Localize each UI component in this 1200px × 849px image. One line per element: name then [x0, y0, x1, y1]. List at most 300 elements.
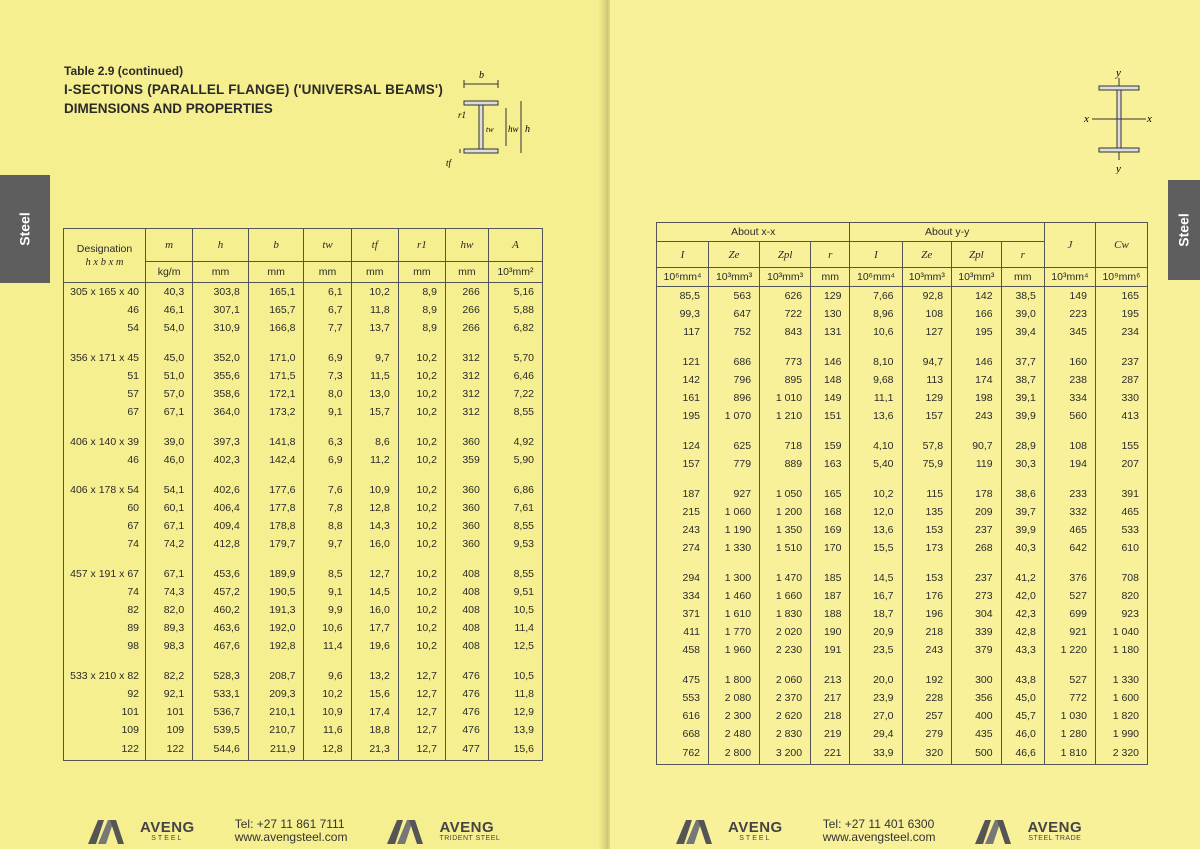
table-cell: 192,8 [248, 637, 304, 655]
table-cell: 74,2 [146, 535, 193, 553]
table-cell: 10,9 [351, 481, 398, 499]
table-cell: 287 [1095, 371, 1147, 389]
table-row [657, 455, 1148, 473]
aveng-logo-icon [387, 818, 439, 844]
table-cell: 82,0 [146, 601, 193, 619]
table-cell: 210,1 [248, 703, 304, 721]
table-cell: 67,1 [146, 565, 193, 583]
table-cell: 90,7 [952, 437, 1002, 455]
aveng-logo: AVENG STEEL [88, 818, 195, 844]
header-a: A [488, 229, 542, 262]
unit: mm [193, 262, 249, 283]
table-cell: 3 200 [760, 743, 811, 765]
group-spacer [657, 425, 1148, 437]
table-cell: 10,2 [398, 637, 445, 655]
table-cell: 268 [952, 539, 1002, 557]
table-cell: 85,5 [657, 287, 709, 305]
table-title: I-SECTIONS (PARALLEL FLANGE) ('UNIVERSAL BEAMS') [64, 82, 444, 97]
table-cell: 476 [445, 703, 488, 721]
table-cell: 360 [445, 433, 488, 451]
table-cell: 39,7 [1001, 503, 1044, 521]
table-cell: 211,9 [248, 739, 304, 761]
table-cell: 1 030 [1044, 707, 1095, 725]
table-cell: 7,3 [304, 367, 351, 385]
table-cell: 124 [657, 437, 709, 455]
table-cell: 921 [1044, 623, 1095, 641]
table-cell: 43,3 [1001, 641, 1044, 659]
table-cell: 74 [64, 583, 146, 601]
table-cell: 2 020 [760, 623, 811, 641]
table-cell: 9,68 [850, 371, 902, 389]
table-cell: 8,96 [850, 305, 902, 323]
table-cell: 356 x 171 x 45 [64, 349, 146, 367]
table-cell: 166,8 [248, 319, 304, 337]
table-cell: 60 [64, 499, 146, 517]
table-cell: 92 [64, 685, 146, 703]
dimensions-table [63, 228, 543, 761]
unit: kg/m [146, 262, 193, 283]
table-cell: 1 200 [760, 503, 811, 521]
table-cell: 2 060 [760, 671, 811, 689]
group-spacer [64, 421, 543, 433]
table-row [64, 703, 543, 721]
table-cell: 402,3 [193, 451, 249, 469]
table-cell: 1 060 [709, 503, 760, 521]
table-cell: 371 [657, 605, 709, 623]
table-row [657, 689, 1148, 707]
table-cell: 8,55 [488, 565, 542, 583]
table-cell: 11,8 [488, 685, 542, 703]
table-cell: 67,1 [146, 517, 193, 535]
table-cell: 10,2 [398, 517, 445, 535]
table-row [657, 305, 1148, 323]
header-j: J [1044, 223, 1095, 268]
table-cell: 41,2 [1001, 569, 1044, 587]
table-cell: 1 800 [709, 671, 760, 689]
table-cell: 108 [1044, 437, 1095, 455]
table-cell: 533 x 210 x 82 [64, 667, 146, 685]
table-cell: 16,0 [351, 601, 398, 619]
header-iyy: I [850, 242, 902, 268]
table-cell: 243 [952, 407, 1002, 425]
table-cell: 8,10 [850, 353, 902, 371]
table-cell: 17,4 [351, 703, 398, 721]
header-tw: tw [304, 229, 351, 262]
table-cell: 39,1 [1001, 389, 1044, 407]
table-row [64, 721, 543, 739]
table-cell: 39,4 [1001, 323, 1044, 341]
table-cell: 14,5 [351, 583, 398, 601]
table-cell: 376 [1044, 569, 1095, 587]
table-cell: 616 [657, 707, 709, 725]
unit: mm [1001, 268, 1044, 287]
table-cell: 243 [902, 641, 952, 659]
table-cell: 15,5 [850, 539, 902, 557]
table-cell: 10,2 [351, 283, 398, 301]
table-cell: 5,70 [488, 349, 542, 367]
table-cell: 57,0 [146, 385, 193, 403]
table-cell: 33,9 [850, 743, 902, 765]
group-spacer [64, 469, 543, 481]
table-cell: 187 [657, 485, 709, 503]
table-row [64, 739, 543, 761]
table-cell: 119 [952, 455, 1002, 473]
table-cell: 889 [760, 455, 811, 473]
table-cell: 8,8 [304, 517, 351, 535]
table-cell: 560 [1044, 407, 1095, 425]
table-cell: 12,7 [398, 685, 445, 703]
table-cell: 11,1 [850, 389, 902, 407]
table-cell: 364,0 [193, 403, 249, 421]
table-cell: 1 010 [760, 389, 811, 407]
table-cell: 334 [1044, 389, 1095, 407]
table-cell: 406,4 [193, 499, 249, 517]
table-cell: 477 [445, 739, 488, 761]
aveng-logo-icon [676, 818, 728, 844]
table-cell: 185 [811, 569, 850, 587]
table-cell: 408 [445, 637, 488, 655]
table-cell: 7,8 [304, 499, 351, 517]
table-cell: 165 [811, 485, 850, 503]
table-cell: 927 [709, 485, 760, 503]
table-cell: 218 [811, 707, 850, 725]
table-row [64, 451, 543, 469]
table-cell: 1 180 [1095, 641, 1147, 659]
table-cell: 160 [1044, 353, 1095, 371]
table-cell: 45,0 [1001, 689, 1044, 707]
table-row [657, 503, 1148, 521]
header-rxx: r [811, 242, 850, 268]
table-cell: 10,2 [850, 485, 902, 503]
table-cell: 312 [445, 367, 488, 385]
table-cell: 38,5 [1001, 287, 1044, 305]
right-footer [676, 818, 1082, 844]
table-cell: 10,2 [398, 601, 445, 619]
diagram-label-b: b [479, 70, 484, 81]
table-cell: 2 800 [709, 743, 760, 765]
table-cell: 1 610 [709, 605, 760, 623]
table-cell: 7,61 [488, 499, 542, 517]
table-cell: 463,6 [193, 619, 249, 637]
table-cell: 6,9 [304, 349, 351, 367]
table-cell: 625 [709, 437, 760, 455]
table-cell: 13,2 [351, 667, 398, 685]
table-cell: 411 [657, 623, 709, 641]
table-cell: 155 [1095, 437, 1147, 455]
table-cell: 772 [1044, 689, 1095, 707]
table-cell: 668 [657, 725, 709, 743]
table-cell: 10,2 [398, 499, 445, 517]
table-cell: 332 [1044, 503, 1095, 521]
left-footer [88, 818, 500, 844]
table-cell: 334 [657, 587, 709, 605]
table-cell: 221 [811, 743, 850, 765]
table-cell: 14,5 [850, 569, 902, 587]
table-cell: 191 [811, 641, 850, 659]
table-cell: 13,0 [351, 385, 398, 403]
table-cell: 60,1 [146, 499, 193, 517]
table-cell: 391 [1095, 485, 1147, 503]
table-cell: 1 330 [1095, 671, 1147, 689]
table-cell: 408 [445, 601, 488, 619]
unit: mm [811, 268, 850, 287]
table-cell: 142 [657, 371, 709, 389]
table-cell: 174 [952, 371, 1002, 389]
header-zeyy: Ze [902, 242, 952, 268]
table-cell: 9,7 [351, 349, 398, 367]
table-cell: 13,6 [850, 521, 902, 539]
table-cell: 10,2 [398, 583, 445, 601]
header-designation: Designation h x b x m [64, 229, 146, 283]
table-cell: 708 [1095, 569, 1147, 587]
table-cell: 10,2 [398, 385, 445, 403]
table-cell: 46,1 [146, 301, 193, 319]
table-cell: 320 [902, 743, 952, 765]
table-cell: 406 x 140 x 39 [64, 433, 146, 451]
table-cell: 115 [902, 485, 952, 503]
unit: 10³mm² [488, 262, 542, 283]
table-cell: 176 [902, 587, 952, 605]
table-cell: 1 820 [1095, 707, 1147, 725]
contact-info: Tel: +27 11 861 7111 www.avengsteel.com [234, 817, 348, 844]
table-cell: 151 [811, 407, 850, 425]
table-cell: 157 [657, 455, 709, 473]
table-cell: 89 [64, 619, 146, 637]
table-cell: 165 [1095, 287, 1147, 305]
table-cell: 8,0 [304, 385, 351, 403]
table-cell: 39,0 [146, 433, 193, 451]
table-row [657, 641, 1148, 659]
table-cell: 9,9 [304, 601, 351, 619]
table-cell: 527 [1044, 587, 1095, 605]
table-cell: 409,4 [193, 517, 249, 535]
table-cell: 237 [952, 569, 1002, 587]
table-row [657, 605, 1148, 623]
table-cell: 8,55 [488, 403, 542, 421]
table-cell: 6,3 [304, 433, 351, 451]
table-cell: 109 [146, 721, 193, 739]
table-cell: 9,7 [304, 535, 351, 553]
table-cell: 257 [902, 707, 952, 725]
i-section-diagram [446, 66, 556, 186]
table-cell: 1 280 [1044, 725, 1095, 743]
table-cell: 500 [952, 743, 1002, 765]
group-spacer [64, 337, 543, 349]
table-row [64, 403, 543, 421]
table-cell: 7,66 [850, 287, 902, 305]
table-cell: 6,7 [304, 301, 351, 319]
table-cell: 458 [657, 641, 709, 659]
table-cell: 1 190 [709, 521, 760, 539]
table-cell: 38,7 [1001, 371, 1044, 389]
table-cell: 12,7 [398, 703, 445, 721]
table-cell: 75,9 [902, 455, 952, 473]
table-cell: 7,22 [488, 385, 542, 403]
table-cell: 219 [811, 725, 850, 743]
table-cell: 355,6 [193, 367, 249, 385]
table-cell: 1 810 [1044, 743, 1095, 765]
table-cell: 187 [811, 587, 850, 605]
table-row [657, 371, 1148, 389]
table-cell: 171,0 [248, 349, 304, 367]
unit: 10³mm³ [952, 268, 1002, 287]
table-cell: 457,2 [193, 583, 249, 601]
table-cell: 101 [146, 703, 193, 721]
table-cell: 159 [811, 437, 850, 455]
table-cell: 722 [760, 305, 811, 323]
table-cell: 122 [64, 739, 146, 761]
table-cell: 10,2 [304, 685, 351, 703]
table-cell: 233 [1044, 485, 1095, 503]
table-cell: 266 [445, 301, 488, 319]
table-cell: 467,6 [193, 637, 249, 655]
side-tab-steel: Steel [1168, 180, 1200, 280]
table-cell: 820 [1095, 587, 1147, 605]
table-cell: 5,16 [488, 283, 542, 301]
table-cell: 195 [1095, 305, 1147, 323]
unit: mm [304, 262, 351, 283]
table-cell: 1 050 [760, 485, 811, 503]
table-cell: 8,9 [398, 283, 445, 301]
table-cell: 207 [1095, 455, 1147, 473]
table-cell: 195 [657, 407, 709, 425]
table-cell: 141,8 [248, 433, 304, 451]
table-cell: 67 [64, 403, 146, 421]
group-spacer [64, 553, 543, 565]
table-cell: 5,90 [488, 451, 542, 469]
table-cell: 408 [445, 565, 488, 583]
header-hw: hw [445, 229, 488, 262]
side-tab-steel: Steel [0, 175, 50, 283]
table-cell: 173,2 [248, 403, 304, 421]
table-cell: 142,4 [248, 451, 304, 469]
table-cell: 527 [1044, 671, 1095, 689]
table-row [64, 349, 543, 367]
table-cell: 359 [445, 451, 488, 469]
table-cell: 12,9 [488, 703, 542, 721]
aveng-logo: AVENG STEEL [676, 818, 783, 844]
table-cell: 279 [902, 725, 952, 743]
group-spacer [64, 655, 543, 667]
header-about-yy: About y-y [850, 223, 1044, 242]
table-cell: 2 620 [760, 707, 811, 725]
table-cell: 11,8 [351, 301, 398, 319]
table-cell: 2 320 [1095, 743, 1147, 765]
table-cell: 131 [811, 323, 850, 341]
header-h: h [193, 229, 249, 262]
table-cell: 1 470 [760, 569, 811, 587]
table-cell: 266 [445, 283, 488, 301]
table-cell: 117 [657, 323, 709, 341]
table-row [64, 535, 543, 553]
table-cell: 177,8 [248, 499, 304, 517]
header-ixx: I [657, 242, 709, 268]
table-cell: 533,1 [193, 685, 249, 703]
table-cell: 647 [709, 305, 760, 323]
table-cell: 14,3 [351, 517, 398, 535]
table-cell: 5,40 [850, 455, 902, 473]
table-cell: 179,7 [248, 535, 304, 553]
aveng-logo-icon [975, 818, 1027, 844]
table-cell: 6,9 [304, 451, 351, 469]
table-cell: 312 [445, 349, 488, 367]
axis-label-y-bottom: y [1116, 163, 1121, 174]
table-cell: 178,8 [248, 517, 304, 535]
table-cell: 544,6 [193, 739, 249, 761]
table-cell: 178 [952, 485, 1002, 503]
table-cell: 12,7 [398, 739, 445, 761]
table-cell: 305 x 165 x 40 [64, 283, 146, 301]
table-row [64, 319, 543, 337]
table-row [657, 407, 1148, 425]
table-cell: 310,9 [193, 319, 249, 337]
table-cell: 412,8 [193, 535, 249, 553]
properties-table [656, 222, 1148, 765]
table-cell: 20,9 [850, 623, 902, 641]
table-cell: 42,3 [1001, 605, 1044, 623]
table-cell: 12,0 [850, 503, 902, 521]
table-cell: 718 [760, 437, 811, 455]
unit: 10³mm³ [760, 268, 811, 287]
table-cell: 74,3 [146, 583, 193, 601]
table-cell: 18,8 [351, 721, 398, 739]
header-about-xx: About x-x [657, 223, 850, 242]
aveng-trident-logo: AVENG TRIDENT STEEL [387, 818, 500, 844]
table-cell: 13,9 [488, 721, 542, 739]
table-cell: 113 [902, 371, 952, 389]
table-cell: 895 [760, 371, 811, 389]
table-cell: 642 [1044, 539, 1095, 557]
table-cell: 11,5 [351, 367, 398, 385]
table-row [64, 667, 543, 685]
header-tf: tf [351, 229, 398, 262]
diagram-label-r1: r1 [458, 110, 467, 120]
table-cell: 4,92 [488, 433, 542, 451]
table-cell: 339 [952, 623, 1002, 641]
table-cell: 1 660 [760, 587, 811, 605]
table-cell: 345 [1044, 323, 1095, 341]
table-cell: 149 [811, 389, 850, 407]
table-cell: 752 [709, 323, 760, 341]
table-cell: 453,6 [193, 565, 249, 583]
table-cell: 215 [657, 503, 709, 521]
table-cell: 10,5 [488, 667, 542, 685]
table-cell: 465 [1095, 503, 1147, 521]
table-cell: 12,8 [351, 499, 398, 517]
table-cell: 238 [1044, 371, 1095, 389]
table-cell: 307,1 [193, 301, 249, 319]
table-cell: 476 [445, 721, 488, 739]
table-cell: 1 070 [709, 407, 760, 425]
table-cell: 2 830 [760, 725, 811, 743]
axis-label-x-left: x [1084, 113, 1089, 125]
table-cell: 12,7 [398, 667, 445, 685]
table-cell: 762 [657, 743, 709, 765]
table-row [64, 583, 543, 601]
table-cell: 74 [64, 535, 146, 553]
aveng-logo-icon [88, 818, 140, 844]
table-label: Table 2.9 (continued) [64, 64, 184, 78]
table-cell: 12,8 [304, 739, 351, 761]
table-cell: 2 370 [760, 689, 811, 707]
table-cell: 533 [1095, 521, 1147, 539]
table-subtitle: DIMENSIONS AND PROPERTIES [64, 101, 273, 116]
table-cell: 21,3 [351, 739, 398, 761]
table-cell: 6,86 [488, 481, 542, 499]
table-cell: 89,3 [146, 619, 193, 637]
table-cell: 42,0 [1001, 587, 1044, 605]
diagram-label-hw: hw [508, 124, 519, 134]
